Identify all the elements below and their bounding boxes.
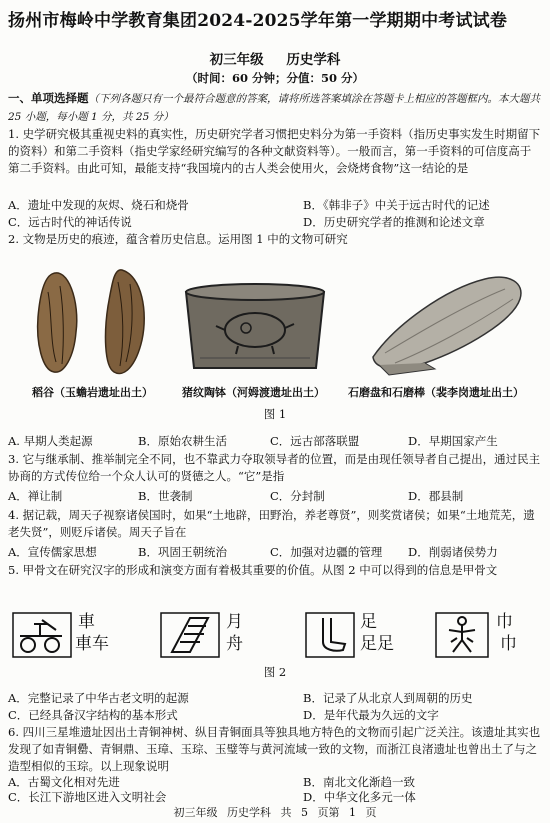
section-1-intro <box>8 90 542 126</box>
option-b: B．南北文化渐趋一致 <box>303 775 415 789</box>
person-pictograph-icon <box>435 612 489 658</box>
question-3-options <box>8 488 542 505</box>
chariot-pictograph-icon <box>12 612 72 658</box>
question-4-options <box>8 544 542 561</box>
section-instruction: （下列各题只有一个最符合题意的答案，请将所选答案填涂在答题卡上相应的答题框内。本大题共 25 小题，每小题 1 分，共 25 分） <box>8 93 540 123</box>
option-b: B．世袭制 <box>138 489 193 503</box>
foot-pictograph-icon <box>305 612 355 658</box>
option-a: A．宣传儒家思想 <box>8 545 97 559</box>
option-c: C．远古部落联盟 <box>270 434 360 448</box>
option-b: B．记录了从北京人到周朝的历史 <box>303 691 473 705</box>
page-footer: 初三年级 历史学科 共 5 页第 1 页 <box>173 806 377 819</box>
glyph-group-1-bottom: 車车 <box>75 634 109 654</box>
glyph-group-2-bottom: 舟 <box>226 634 243 654</box>
figure-1-label: 图 1 <box>263 407 287 421</box>
question-5-options-row1 <box>8 690 542 707</box>
glyph-group-4-bottom: 巾 <box>500 634 517 654</box>
option-b: B．巩固王朝统治 <box>138 545 227 559</box>
question-5-stem: 5. 甲骨文在研究汉字的形成和演变方面有着极其重要的价值。从图 2 中可以得到的信息是甲骨文 <box>8 563 498 577</box>
pig-pottery-bowl-figure <box>180 278 330 378</box>
option-d: D．早期国家产生 <box>408 434 498 448</box>
option-c: C．长江下游地区进入文明社会 <box>8 790 167 804</box>
caption-pig-bowl: 猪纹陶钵（河姆渡遗址出土） <box>182 386 325 399</box>
glyph-group-2-top: 月 <box>226 612 243 632</box>
boat-pictograph-icon <box>160 612 220 658</box>
glyph-group-3-bottom: 足足 <box>360 634 394 654</box>
option-c: C．远古时代的神话传说 <box>8 215 132 229</box>
exam-title: 扬州市梅岭中学教育集团2024-2025学年第一学期期中考试试卷 <box>8 11 508 31</box>
option-a: A．禅让制 <box>8 489 63 503</box>
question-1-options-row1 <box>8 197 542 214</box>
option-d: D．郡县制 <box>408 489 464 503</box>
question-1-options-row2 <box>8 214 542 231</box>
section-heading: 一、单项选择题 <box>8 91 89 105</box>
glyph-group-1-top: 車 <box>78 612 95 632</box>
option-d: D．历史研究学者的推测和论述文章 <box>303 215 485 229</box>
option-a: A. 早期人类起源 <box>8 434 93 448</box>
question-2-options <box>8 433 542 450</box>
option-c: C．加强对边疆的管理 <box>270 545 383 559</box>
glyph-group-4-top: 巾 <box>496 612 513 632</box>
question-4-stem: 4. 据记载，周天子视察诸侯国时，如果“土地辟，田野治，养老尊贤”，则奖赏诸侯；如果“土地荒芜，遗老失贤”，则贬斥诸侯。周天子旨在 <box>8 508 535 539</box>
option-c: C．分封制 <box>270 489 325 503</box>
exam-meta: （时间：60 分钟；分值：50 分） <box>185 71 364 85</box>
option-a: A．遗址中发现的灰烬、烧石和烧骨 <box>8 198 189 212</box>
glyph-group-3-top: 足 <box>360 612 377 632</box>
question-5-options-row2 <box>8 707 542 724</box>
grinding-stone-figure <box>365 265 530 380</box>
option-d: D．是年代最为久远的文字 <box>303 708 439 722</box>
option-c: C．已经具备汉字结构的基本形式 <box>8 708 178 722</box>
caption-grinding-stone: 石磨盘和石磨棒（裴李岗遗址出土） <box>348 386 524 399</box>
question-1-stem: 1. 史学研究极其重视史料的真实性，历史研究学者习惯把史料分为第一手资料（指历史事实发生时期留下的资料）和第二手资料（指史学家经研究编写的各种文献资料等）。一般而言，第一手资料的可信度高于第二手资料。由此可知，最能支持“我国境内的古人类会使用火，会烧烤食物”这一结论的是 <box>8 127 541 175</box>
option-b: B．《韩非子》中关于远古时代的记述 <box>303 198 490 212</box>
caption-rice: 稻谷（玉蟾岩遗址出土） <box>32 386 153 399</box>
question-6-stem: 6. 四川三星堆遗址因出土青铜神树、纵目青铜面具等独具地方特色的文物而引起广泛关注。该遗址其实也发现了如青铜罍、青铜鼎、玉璋、玉琮、玉璧等与黄河流域一致的文物，而浙江良渚遗址也曾出土了与之造型相似的玉琮。以上现象说明 <box>8 725 541 773</box>
option-d: D．中华文化多元一体 <box>303 790 416 804</box>
question-3-stem: 3. 它与继承制、推举制完全不同，也不靠武力夺取领导者的位置，而是由现任领导者自己提出，通过民主协商的方式传位给一个众人认可的贤德之人。“它”是指 <box>8 452 541 483</box>
option-a: A．完整记录了中华古老文明的起源 <box>8 691 189 705</box>
figure-2-label: 图 2 <box>263 665 287 679</box>
question-2-stem: 2. 文物是历史的痕迹，蕴含着历史信息。运用图 1 中的文物可研究 <box>8 232 348 246</box>
option-a: A．古蜀文化相对先进 <box>8 775 120 789</box>
rice-grain-figure <box>30 262 160 382</box>
option-b: B．原始农耕生活 <box>138 434 227 448</box>
exam-subtitle: 初三年级 历史学科 <box>209 52 341 68</box>
option-d: D．削弱诸侯势力 <box>408 545 498 559</box>
